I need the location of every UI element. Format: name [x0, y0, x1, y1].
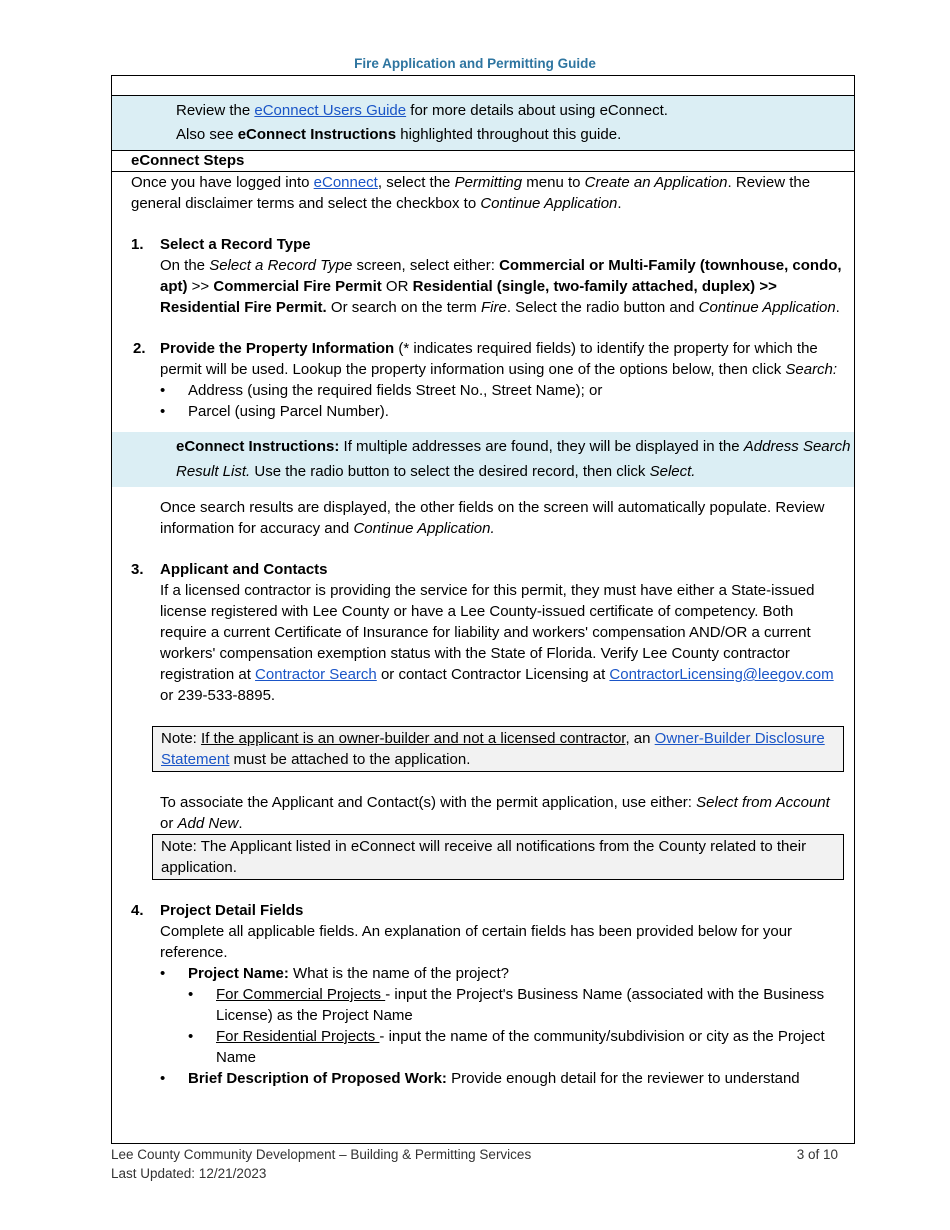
list-item: • Parcel (using Parcel Number).: [160, 401, 844, 422]
info-line-1: Review the eConnect Users Guide for more details about using eConnect.: [176, 102, 668, 119]
step-4-title: Project Detail Fields: [160, 902, 304, 919]
step-4-text: Complete all applicable fields. An explanation of certain fields has been provided below for your reference.: [160, 923, 793, 961]
step-2: [131, 338, 844, 422]
step-3-text: If a licensed contractor is providing the service for this permit, they must have either a State-issued license registered with Lee County or have a Lee County-issued certificate of competency. Both require a current Certificate of Insurance for liability and workers' compensation AND/OR a current workers' compensation exemption status with the State of Florida. Verify Lee County contractor registration at Contractor Search or contact Contractor Licensing at ContractorLicensing@leegov.com or 239-533-8895.: [160, 582, 834, 704]
section-title: eConnect Steps: [112, 151, 854, 172]
step-2-number: 2.: [133, 340, 146, 357]
info-box: [112, 96, 854, 151]
step-1-number: 1.: [131, 236, 144, 253]
owner-builder-note: Note: If the applicant is an owner-builder and not a licensed contractor, an Owner-Builder Disclosure Statement must be attached to the application.: [152, 726, 844, 772]
owner-builder-disclosure-link[interactable]: Owner-Builder Disclosure Statement: [161, 730, 825, 768]
step-2-title: Provide the Property Information: [160, 340, 395, 357]
intro-paragraph: Once you have logged into eConnect, select the Permitting menu to Create an Application. Review the general disclaimer terms and select the checkbox to Continue Application.: [131, 174, 811, 212]
list-item: • For Residential Projects - input the name of the community/subdivision or city as the Project Name: [160, 1026, 844, 1068]
footer-line-1: [111, 1147, 855, 1162]
contractor-search-link[interactable]: Contractor Search: [255, 666, 377, 683]
step-3: [131, 559, 844, 706]
step-2-text: Provide the Property Information (* indicates required fields) to identify the property for which the permit will be used. Lookup the property information using one of the options below, then click Search:: [160, 340, 838, 378]
list-item: • For Commercial Projects - input the Project's Business Name (associated with the Business License) as the Project Name: [160, 984, 844, 1026]
content-frame: [111, 75, 855, 1144]
top-spacer-row: [112, 76, 854, 96]
list-item: • Project Name: What is the name of the project?: [160, 963, 844, 984]
applicant-notification-note: Note: The Applicant listed in eConnect will receive all notifications from the County related to their application.: [152, 834, 844, 880]
info-line-2: Also see eConnect Instructions highlighted throughout this guide.: [176, 126, 622, 143]
step-3-associate: To associate the Applicant and Contact(s) with the permit application, use either: Select from Account or Add New.: [160, 794, 830, 832]
page-header-title: Fire Application and Permitting Guide: [354, 56, 596, 71]
step-4: [131, 900, 844, 1089]
econnect-link[interactable]: eConnect: [313, 174, 378, 191]
step-1: [131, 234, 844, 318]
list-item: • Address (using the required fields Street No., Street Name); or: [160, 380, 844, 401]
step-2-after: Once search results are displayed, the other fields on the screen will automatically populate. Review information for accuracy and Continue Application.: [160, 499, 825, 537]
step-4-number: 4.: [131, 902, 144, 919]
footer-updated: Last Updated: 12/21/2023: [111, 1166, 267, 1181]
econnect-users-guide-link[interactable]: eConnect Users Guide: [254, 102, 407, 119]
steps-body: [112, 172, 854, 1089]
step-3-title: Applicant and Contacts: [160, 561, 328, 578]
econnect-instructions-box: eConnect Instructions: If multiple addresses are found, they will be displayed in the Address Search Result List. Use the radio button to select the desired record, then click Select.: [112, 432, 854, 487]
step-1-text: On the Select a Record Type screen, select either: Commercial or Multi-Family (townhouse, condo, apt) >> Commercial Fire Permit OR Residential (single, two-family attached, duplex) >> Residential Fire Permit. Or search on the term Fire. Select the radio button and Continue Application.: [160, 257, 842, 316]
step-1-title: Select a Record Type: [160, 236, 311, 253]
page-number: 3 of 10: [796, 1147, 838, 1162]
footer-org: Lee County Community Development – Building & Permitting Services: [111, 1147, 532, 1162]
list-item: • Brief Description of Proposed Work: Provide enough detail for the reviewer to understand: [160, 1068, 844, 1089]
step-3-number: 3.: [131, 561, 144, 578]
contractor-licensing-email-link[interactable]: ContractorLicensing@leegov.com: [609, 666, 834, 683]
